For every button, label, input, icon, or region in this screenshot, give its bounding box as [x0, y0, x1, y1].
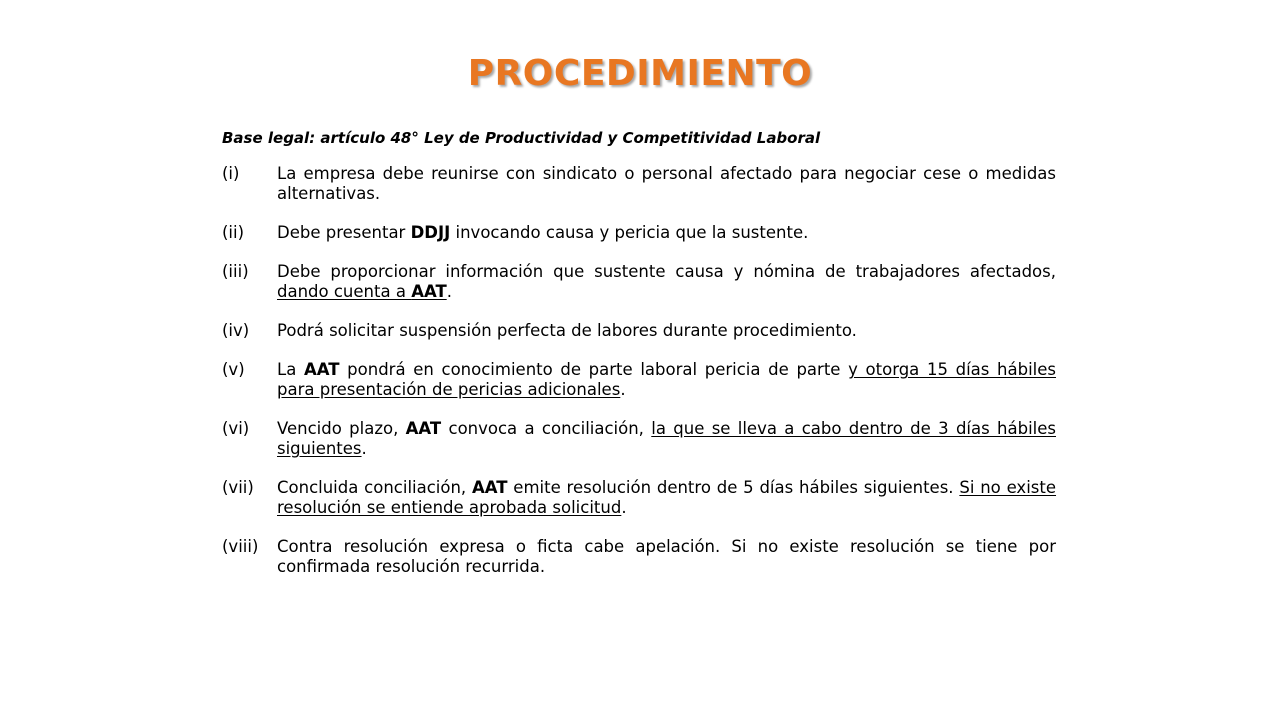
text-segment: .	[361, 439, 367, 458]
page-title: PROCEDIMIENTO	[467, 53, 813, 94]
list-item-number: (iii)	[222, 262, 249, 281]
text-segment: La	[277, 360, 304, 379]
list-item	[222, 419, 1056, 459]
list-item	[222, 223, 1056, 243]
list-item-number: (vi)	[222, 419, 250, 438]
list-item-text	[277, 419, 1056, 459]
text-segment: Debe presentar	[277, 223, 411, 242]
list-item-text	[277, 537, 1056, 577]
bold-term: AAT	[471, 478, 508, 497]
text-segment: invocando causa y pericia que la sustente.	[450, 223, 809, 242]
underlined-text: la que se lleva a cabo dentro de 3 días hábiles siguientes	[277, 419, 1056, 458]
bold-term: DDJJ	[410, 223, 451, 242]
list-item	[222, 164, 1056, 204]
list-item-number: (iv)	[222, 321, 250, 340]
bold-term: AAT	[405, 419, 442, 438]
text-segment: .	[621, 498, 627, 517]
underlined-text: dando cuenta a	[277, 282, 412, 301]
list-item-number: (v)	[222, 360, 245, 379]
list-item-text	[277, 164, 1056, 204]
procedure-list	[222, 164, 1056, 577]
list-item	[222, 262, 1056, 302]
text-segment: Debe proporcionar información que sustente causa y nómina de trabajadores afectados,	[277, 262, 1056, 281]
list-item-text	[277, 262, 1056, 302]
bold-term: AAT	[303, 360, 340, 379]
base-legal-line: Base legal: artículo 48° Ley de Productividad y Competitividad Laboral	[222, 129, 821, 147]
list-item-number: (ii)	[222, 223, 245, 242]
list-item-text	[277, 321, 1056, 341]
text-segment: La empresa debe reunirse con sindicato o personal afectado para negociar cese o medidas alternativas.	[277, 164, 1056, 203]
underlined-text: y otorga 15 días hábiles para presentación de pericias adicionales	[277, 360, 1056, 399]
list-item	[222, 321, 1056, 341]
text-segment: emite resolución dentro de 5 días hábiles siguientes.	[507, 478, 960, 497]
list-item-text	[277, 478, 1056, 518]
text-segment: Vencido plazo,	[277, 419, 406, 438]
text-segment: .	[620, 380, 626, 399]
list-item-number: (vii)	[222, 478, 254, 497]
list-item	[222, 478, 1056, 518]
text-segment: Podrá solicitar suspensión perfecta de labores durante procedimiento.	[277, 321, 857, 340]
underlined-text: Si no existe resolución se entiende aprobada solicitud	[277, 478, 1057, 517]
slide-content	[222, 128, 1056, 596]
text-segment: Concluida conciliación,	[277, 478, 472, 497]
list-item-number: (i)	[222, 164, 240, 183]
list-item	[222, 360, 1056, 400]
list-item-text	[277, 223, 1056, 243]
text-segment: convoca a conciliación,	[441, 419, 652, 438]
text-segment: .	[446, 282, 452, 301]
text-segment: pondrá en conocimiento de parte laboral pericia de parte	[339, 360, 849, 379]
list-item	[222, 537, 1056, 577]
bold-term: AAT	[411, 282, 447, 301]
text-segment: Contra resolución expresa o ficta cabe apelación. Si no existe resolución se tiene por confirmada resolución recurrida.	[277, 537, 1056, 576]
list-item-text	[277, 360, 1056, 400]
list-item-number: (viii)	[222, 537, 259, 556]
